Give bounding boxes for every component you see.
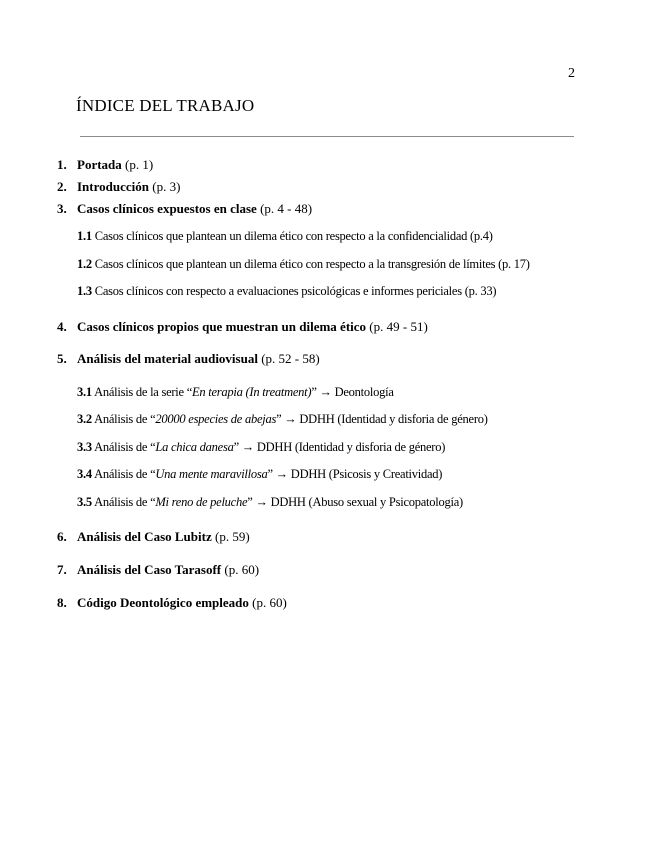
toc-item-title: Análisis del Caso Lubitz [77,529,212,544]
toc-item-number: 5. [57,351,67,366]
toc-item-title: Portada [77,157,122,172]
title-divider [80,136,574,137]
toc-subitem-number: 1.1 [77,229,92,243]
toc-item-pages: (p. 52 - 58) [261,351,320,366]
toc-subitem [77,284,496,299]
toc-item-pages: (p. 60) [224,562,260,577]
toc-item-title: Casos clínicos propios que muestran un dilema ético [77,319,367,334]
toc-item-pages: (p. 1) [125,157,154,172]
document-title: ÍNDICE DEL TRABAJO [76,96,255,115]
toc-item-title: Introducción [77,179,149,194]
toc-subitem-prefix: Análisis de la serie “ [94,385,192,399]
toc-item-title: Código Deontológico empleado [77,595,249,610]
toc-subitem-prefix: Análisis de “ [94,467,156,481]
toc-subitem [77,229,493,244]
toc-subitem [77,495,463,510]
toc-subitem-suffix: ” → DDHH (Identidad y disforia de género) [276,412,488,426]
toc-subitem-suffix: ” → DDHH (Identidad y disforia de género) [233,440,446,454]
toc-subitem-number: 3.1 [77,385,92,399]
toc-item-number: 3. [57,201,67,216]
toc-item-number: 7. [57,562,67,577]
toc-subitem-number: 3.4 [77,467,92,481]
toc-subitem-work-title: 20000 especies de abejas [155,412,277,426]
toc-item-pages: (p. 49 - 51) [369,319,428,334]
toc-subitem-number: 1.3 [77,284,92,298]
toc-subitem-text: Casos clínicos con respecto a evaluaciones psicológicas e informes periciales (p. 33) [94,284,497,298]
toc-item-pages: (p. 60) [252,595,287,610]
toc-subitem-prefix: Análisis de “ [94,440,156,454]
toc-item-pages: (p. 4 - 48) [260,201,313,216]
toc-subitem [77,467,442,482]
toc-subitem-suffix: ” → DDHH (Abuso sexual y Psicopatología) [247,495,463,509]
toc-item-title: Casos clínicos expuestos en clase [77,201,257,216]
toc-subitem-suffix: ” → DDHH (Psicosis y Creatividad) [267,467,443,481]
toc-subitem-text: Casos clínicos que plantean un dilema ético con respecto a la confidencialidad (p.4) [94,229,493,243]
toc-subitem-prefix: Análisis de “ [94,412,156,426]
toc-subitem [77,385,394,400]
toc-subitem-number: 3.2 [77,412,92,426]
toc-subitem-work-title: Mi reno de peluche [155,495,248,509]
toc-item-number: 4. [57,319,67,334]
toc-item-number: 8. [57,595,67,610]
toc-item-title: Análisis del material audiovisual [77,351,258,366]
toc-subitem [77,412,488,427]
toc-subitem [77,440,445,455]
toc-item-title: Análisis del Caso Tarasoff [77,562,222,577]
toc-subitem-prefix: Análisis de “ [94,495,156,509]
toc-subitem-work-title: Una mente maravillosa [155,467,268,481]
toc-subitem-number: 1.2 [77,257,92,271]
toc-subitem-number: 3.3 [77,440,92,454]
toc-item-number: 6. [57,529,67,544]
toc-item-pages: (p. 3) [152,179,181,194]
toc-item-number: 1. [57,157,67,172]
toc-item-number: 2. [57,179,67,194]
page-number: 2 [568,66,575,81]
toc-subitem-suffix: ” → Deontología [311,385,394,399]
toc-subitem-number: 3.5 [77,495,92,509]
toc-subitem [77,257,530,272]
toc-subitem-work-title: En terapia (In treatment) [192,385,312,399]
toc-item-pages: (p. 59) [214,529,250,544]
toc-subitem-work-title: La chica danesa [155,440,234,454]
toc-subitem-text: Casos clínicos que plantean un dilema ético con respecto a la transgresión de límites (p. 17) [94,257,530,271]
